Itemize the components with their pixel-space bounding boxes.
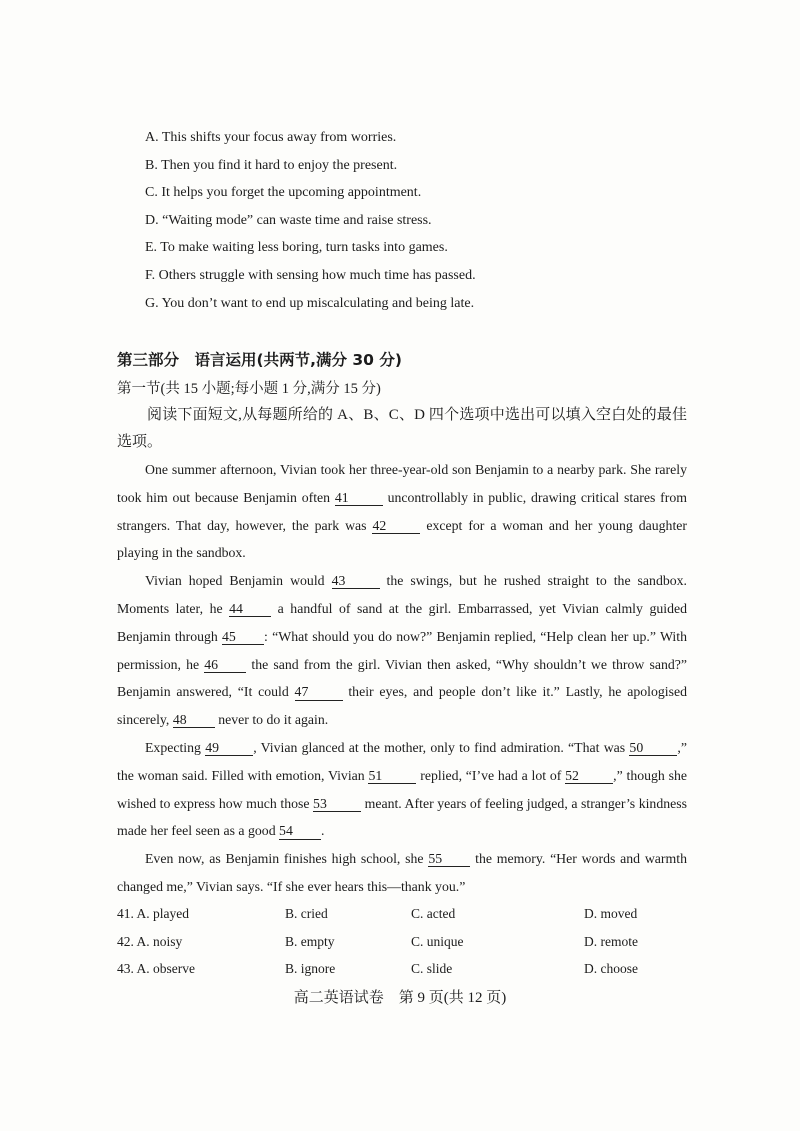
choice-a: 41. A. played: [117, 906, 189, 921]
choice-d: D. remote: [584, 933, 638, 949]
choice-a: 43. A. observe: [117, 961, 195, 977]
blank-42: 42: [372, 518, 420, 534]
blank-55: 55: [428, 851, 470, 867]
choice-c: C. unique: [411, 933, 464, 949]
passage-text: the sand from the girl. Vivian then asked, “Why shouldn’t we throw sand?” Benjamin answered, “It could: [117, 656, 687, 700]
section-instruction: 阅读下面短文,从每题所给的 A、B、C、D 四个选项中选出可以填入空白处的最佳选项。: [117, 407, 687, 450]
blank-45: 45: [222, 629, 264, 645]
section-title: 第三部分 语言运用(共两节,满分 30 分): [117, 351, 402, 369]
blank-51: 51: [368, 768, 416, 784]
question-42-options: [117, 928, 697, 956]
question-41-options: [117, 900, 697, 928]
passage-paragraph-2: [117, 567, 687, 734]
passage-text: replied, “I’ve had a lot of: [416, 767, 566, 783]
blank-48: 48: [173, 712, 215, 728]
option-e: E. To make waiting less boring, turn tasks into games.: [145, 240, 448, 256]
passage-paragraph-3: [117, 734, 687, 845]
passage-text: .: [321, 823, 325, 839]
passage-text: a handful of sand at the girl. Embarrassed, yet Vivian calmly guided Benjamin through: [117, 600, 687, 644]
passage-text: except for a woman and her young daughter playing in the sandbox.: [117, 517, 687, 561]
blank-53: 53: [313, 796, 361, 812]
choice-c: C. slide: [411, 961, 453, 977]
blank-47: 47: [295, 684, 343, 700]
option-d: D. “Waiting mode” can waste time and raise stress.: [145, 212, 432, 228]
page-footer: 高二英语试卷 第 9 页(共 12 页): [293, 990, 507, 1006]
choice-a: 42. A. noisy: [117, 933, 183, 949]
blank-52: 52: [565, 768, 613, 784]
question-43-options: [117, 955, 697, 983]
option-b: B. Then you find it hard to enjoy the present.: [145, 157, 398, 173]
blank-41: 41: [335, 490, 383, 506]
options-list: [145, 124, 476, 317]
option-c: C. It helps you forget the upcoming appointment.: [145, 185, 422, 201]
passage-text: their eyes, and people don’t like it.” Lastly, he apologised sincerely,: [117, 684, 687, 728]
choice-b: B. cried: [285, 906, 328, 921]
cloze-passage: [117, 456, 687, 901]
choice-b: B. empty: [285, 933, 335, 949]
passage-paragraph-4: [117, 845, 687, 901]
passage-text: the swings, but he rushed straight to the sandbox. Moments later, he: [117, 573, 687, 616]
blank-44: 44: [229, 601, 271, 617]
passage-text: Expecting: [145, 739, 206, 755]
passage-text: One summer afternoon, Vivian took her three-year-old son Benjamin to a nearby park. She rarely took him out because Benjamin often: [117, 462, 687, 505]
choice-c: C. acted: [411, 906, 456, 921]
passage-text: , Vivian glanced at the mother, only to find admiration. “That was: [253, 739, 630, 755]
passage-text: meant. After years of feeling judged, a stranger’s kindness made her feel seen as a good: [117, 795, 687, 839]
choice-d: D. moved: [584, 906, 638, 921]
passage-paragraph-1: [117, 456, 687, 567]
choice-d: D. choose: [584, 961, 638, 977]
section-subtitle: 第一节(共 15 小题;每小题 1 分,满分 15 分): [117, 381, 381, 397]
passage-text: uncontrollably in public, drawing critical stares from strangers. That day, however, the park was: [117, 489, 687, 533]
answer-options: [117, 900, 697, 983]
blank-54: 54: [279, 823, 321, 839]
option-f: F. Others struggle with sensing how much time has passed.: [145, 267, 476, 283]
option-g: G. You don’t want to end up miscalculating and being late.: [145, 295, 475, 311]
passage-text: the memory. “Her words and warmth changed me,” Vivian says. “If she ever hears this—thank you.”: [117, 851, 687, 894]
option-a: A. This shifts your focus away from worries.: [145, 130, 397, 145]
passage-text: ,” the woman said. Filled with emotion, Vivian: [117, 739, 687, 783]
passage-text: Even now, as Benjamin finishes high school, she: [145, 851, 429, 867]
passage-text: ,” though she wished to express how much those: [117, 767, 687, 811]
choice-b: B. ignore: [285, 961, 336, 977]
passage-text: Vivian hoped Benjamin would: [145, 573, 332, 589]
blank-46: 46: [204, 657, 246, 673]
passage-text: never to do it again.: [214, 712, 329, 728]
blank-43: 43: [332, 573, 380, 589]
blank-50: 50: [629, 740, 677, 756]
passage-text: : “What should you do now?” Benjamin replied, “Help clean her up.” With permission, he: [117, 628, 687, 672]
blank-49: 49: [205, 740, 253, 756]
